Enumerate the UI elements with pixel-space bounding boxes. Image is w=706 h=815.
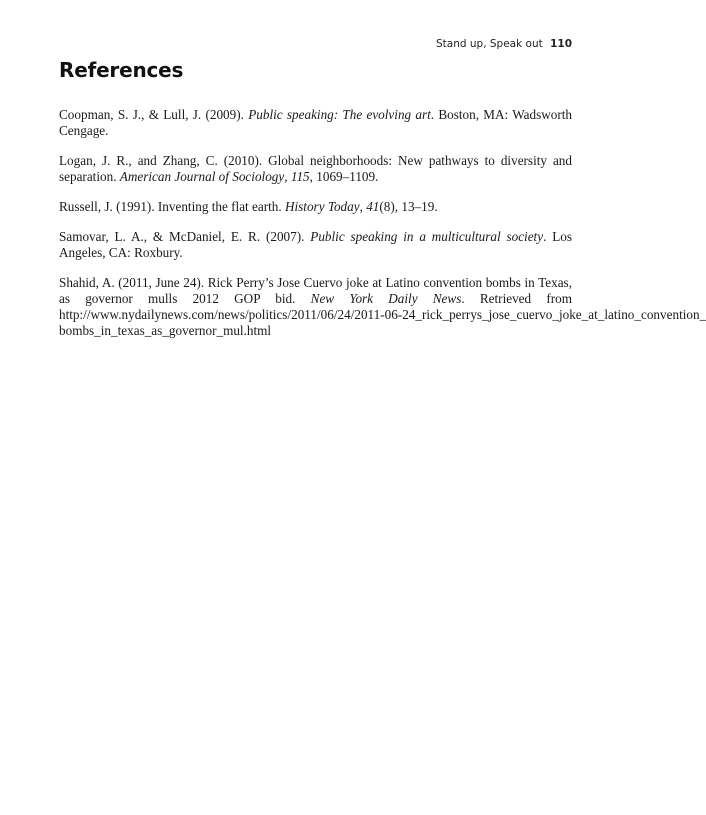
reference-url-file: bombs_in_texas_as_governor_mul.html <box>59 323 272 338</box>
reference-separator: , <box>359 199 367 214</box>
reference-volume: 115 <box>290 169 310 184</box>
reference-entry <box>59 199 572 215</box>
reference-authors-date: Samovar, L. A., & McDaniel, E. R. (2007). <box>59 229 311 244</box>
reference-book-title: Public speaking in a multicultural society <box>310 229 544 244</box>
reference-entry <box>59 275 706 339</box>
reference-authors-title: Russell, J. (1991). Inventing the flat earth. <box>59 199 285 214</box>
reference-authors-title: Shahid, A. (2011, June 24). Rick Perry’s Jose Cuervo joke at Latino convention bombs in Texas, as governor mulls 2012 GOP bid. <box>59 275 572 306</box>
reference-url-path: news/politics/2011/06/24/2011-06-24_rick_perrys_jose_cuervo_joke_at_latino_convention_ <box>217 307 706 322</box>
page-number: 110 <box>550 38 572 50</box>
reference-journal: American Journal of Sociology <box>119 169 285 184</box>
reference-journal: History Today <box>284 199 360 214</box>
section-heading: References <box>59 58 184 82</box>
reference-publisher: . Boston, MA: Wadsworth Cengage. <box>59 107 572 138</box>
running-header <box>436 38 572 50</box>
reference-book-title: Public speaking: The evolving art <box>248 107 431 122</box>
reference-publisher: . Los Angeles, CA: Roxbury. <box>59 229 573 260</box>
reference-separator: , <box>284 169 291 184</box>
reference-retrieval: . Retrieved from http://www.nydailynews.com/ <box>59 291 572 322</box>
reference-authors-date: Coopman, S. J., & Lull, J. (2009). <box>59 107 249 122</box>
reference-newspaper: New York Daily News <box>310 291 462 306</box>
reference-authors-title: Logan, J. R., and Zhang, C. (2010). Global neighborhoods: New pathways to diversity and separation. <box>59 153 572 184</box>
reference-entry <box>59 107 572 139</box>
reference-entry <box>59 229 572 261</box>
reference-pages: , 1069–1109. <box>309 169 379 184</box>
running-title: Stand up, Speak out <box>436 38 543 50</box>
reference-entry <box>59 153 572 185</box>
reference-volume: 41 <box>366 199 380 214</box>
reference-issue-pages: (8), 13–19. <box>379 199 438 214</box>
reference-list <box>59 107 706 353</box>
